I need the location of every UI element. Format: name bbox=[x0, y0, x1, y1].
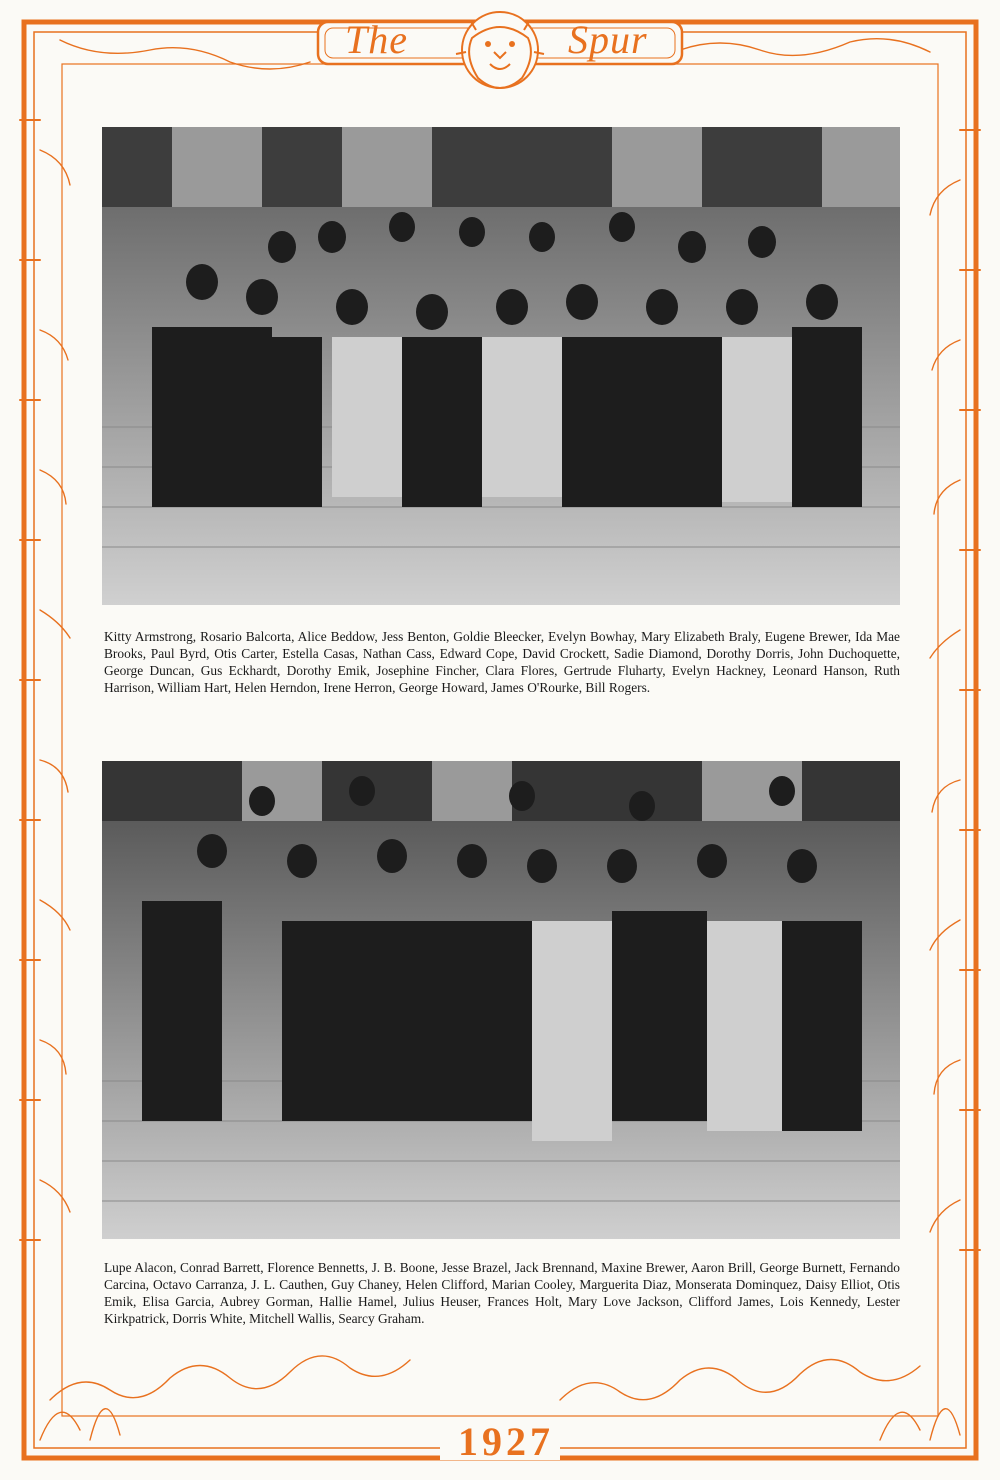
class-photo-1 bbox=[102, 127, 900, 605]
header-title-the: The bbox=[345, 17, 408, 62]
class-photo-2 bbox=[102, 761, 900, 1239]
class-photo-1-image bbox=[102, 127, 900, 605]
yearbook-year: 1927 bbox=[458, 1419, 554, 1464]
class-photo-2-caption: Lupe Alacon, Conrad Barrett, Florence Bennetts, J. B. Boone, Jesse Brazel, Jack Brennand, Maxine Brewer, Aaron Brill, George Burnett, Fernando Carcina, Octavo Carranza, J. L. Cauthen, Guy Chaney, Helen Clifford, Marian Cooley, Marguerita Diaz, Monserata Dominquez, Daisy Elliot, Otis Emik, Elisa Garcia, Aubrey Gorman, Hallie Hamel, Julius Heuser, Frances Holt, Mary Love Jackson, Clifford James, Lois Kennedy, Lester Kirkpatrick, Dorris White, Mitchell Wallis, Searcy Graham. bbox=[104, 1260, 900, 1326]
header-title-spur: Spur bbox=[568, 17, 648, 62]
class-photo-2-image bbox=[102, 761, 900, 1239]
class-photo-1-caption: Kitty Armstrong, Rosario Balcorta, Alice Beddow, Jess Benton, Goldie Bleecker, Evelyn Bowhay, Mary Elizabeth Braly, Eugene Brewer, Ida Mae Brooks, Paul Byrd, Otis Carter, Estella Casas, Nathan Cass, Edward Cope, David Crockett, Sadie Diamond, Dorothy Dorris, John Duchoquette, George Duncan, Gus Eckhardt, Dorothy Emik, Josephine Fincher, Clara Flores, Gertrude Fluharty, Evelyn Hackney, Leonard Hanson, Ruth Harrison, William Hart, Helen Herndon, Irene Herron, George Howard, James O'Rourke, Bill Rogers. bbox=[104, 629, 900, 695]
